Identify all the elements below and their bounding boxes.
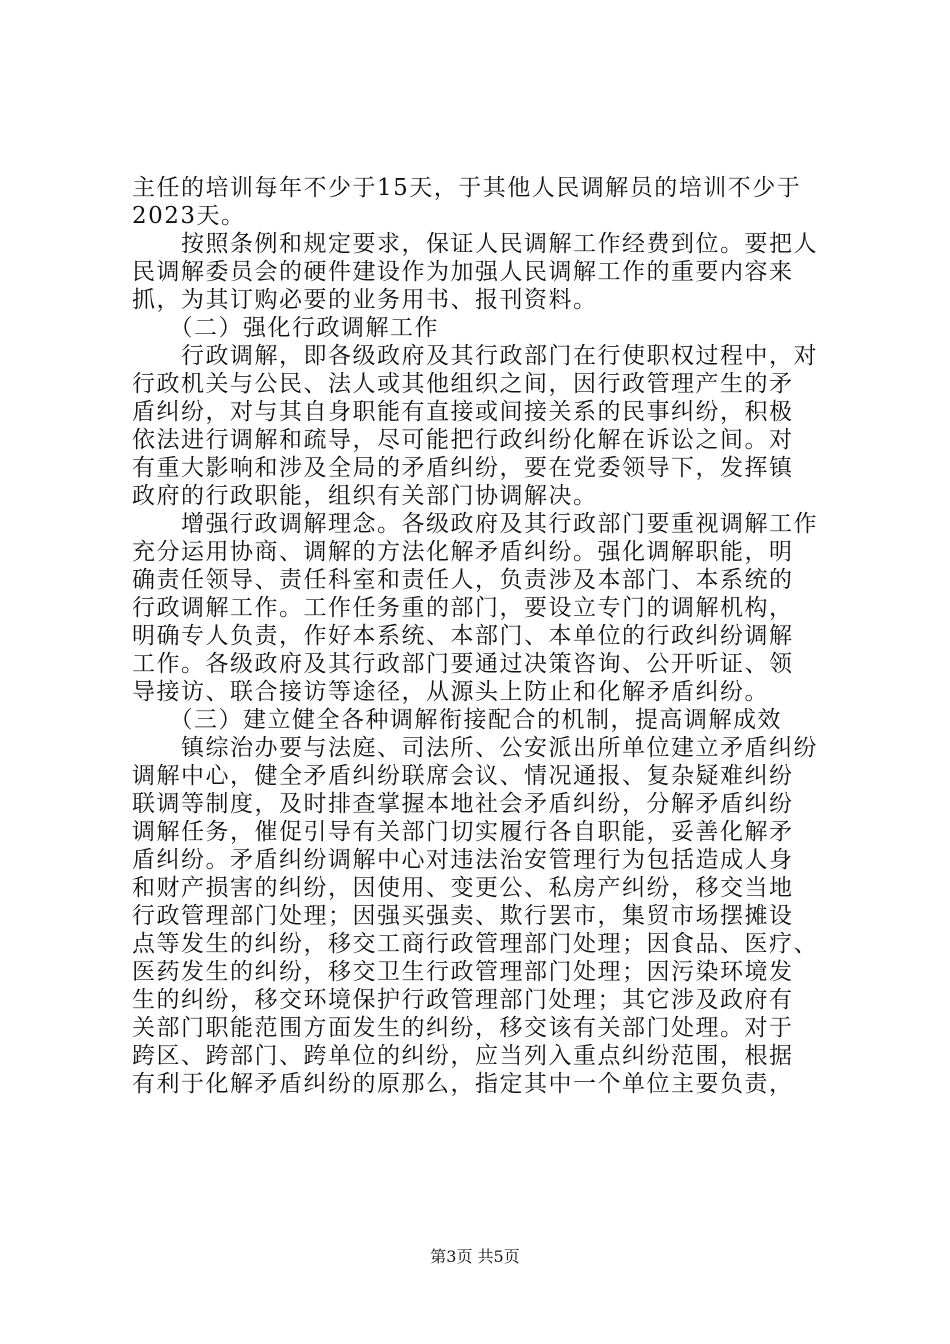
text-line: 充分运用协商、调解的方法化解矛盾纠纷。强化调解职能，明 xyxy=(132,539,794,565)
text-line: 跨区、跨部门、跨单位的纠纷，应当列入重点纠纷范围，根据 xyxy=(132,1043,794,1069)
text-line: 抓，为其订购必要的业务用书、报刊资料。 xyxy=(132,287,598,313)
document-body xyxy=(132,174,832,1098)
text-line: 政府的行政职能，组织有关部门协调解决。 xyxy=(132,483,598,509)
text-line: 导接访、联合接访等途径，从源头上防止和化解矛盾纠纷。 xyxy=(132,679,769,705)
text-line: 镇综治办要与法庭、司法所、公安派出所单位建立矛盾纠纷 xyxy=(132,735,818,761)
text-line: 依法进行调解和疏导，尽可能把行政纠纷化解在诉讼之间。对 xyxy=(132,427,794,453)
text-line: 关部门职能范围方面发生的纠纷，移交该有关部门处理。对于 xyxy=(132,1015,794,1041)
text-line: 盾纠纷，对与其自身职能有直接或间接关系的民事纠纷，积极 xyxy=(132,399,794,425)
text-line: 联调等制度，及时排查掌握本地社会矛盾纠纷，分解矛盾纠纷 xyxy=(132,791,794,817)
text-line: 行政管理部门处理；因强买强卖、欺行罢市，集贸市场摆摊设 xyxy=(132,903,794,929)
text-line: 有利于化解矛盾纠纷的原那么，指定其中一个单位主要负责， xyxy=(132,1071,794,1097)
text-line: （二）强化行政调解工作 xyxy=(132,315,439,341)
text-line: 确责任领导、责任科室和责任人，负责涉及本部门、本系统的 xyxy=(132,567,794,593)
text-line: 和财产损害的纠纷，因使用、变更公、私房产纠纷，移交当地 xyxy=(132,875,794,901)
text-line: 有重大影响和涉及全局的矛盾纠纷，要在党委领导下，发挥镇 xyxy=(132,455,794,481)
page-footer: 第3页 共5页 xyxy=(430,1247,520,1266)
text-line: 行政调解工作。工作任务重的部门，要设立专门的调解机构， xyxy=(132,595,794,621)
text-line: 调解任务，催促引导有关部门切实履行各自职能，妥善化解矛 xyxy=(132,819,794,845)
text-line: （三）建立健全各种调解衔接配合的机制，提高调解成效 xyxy=(132,707,782,733)
text-line: 行政机关与公民、法人或其他组织之间，因行政管理产生的矛 xyxy=(132,371,794,397)
text-line: 按照条例和规定要求，保证人民调解工作经费到位。要把人 xyxy=(132,231,818,257)
text-line: 调解中心，健全矛盾纠纷联席会议、情况通报、复杂疑难纠纷 xyxy=(132,763,794,789)
text-line: 生的纠纷，移交环境保护行政管理部门处理；其它涉及政府有 xyxy=(132,987,794,1013)
text-line: 民调解委员会的硬件建设作为加强人民调解工作的重要内容来 xyxy=(132,259,794,285)
text-line: 行政调解，即各级政府及其行政部门在行使职权过程中，对 xyxy=(132,343,818,369)
text-line: 盾纠纷。矛盾纠纷调解中心对违法治安管理行为包括造成人身 xyxy=(132,847,794,873)
text-line: 点等发生的纠纷，移交工商行政管理部门处理；因食品、医疗、 xyxy=(132,931,818,957)
text-line: 2023天。 xyxy=(132,203,246,229)
text-line: 工作。各级政府及其行政部门要通过决策咨询、公开听证、领 xyxy=(132,651,794,677)
text-line: 医药发生的纠纷，移交卫生行政管理部门处理；因污染环境发 xyxy=(132,959,794,985)
text-line: 主任的培训每年不少于15天，于其他人民调解员的培训不少于 xyxy=(132,175,802,201)
text-line: 明确专人负责，作好本系统、本部门、本单位的行政纠纷调解 xyxy=(132,623,794,649)
text-line: 增强行政调解理念。各级政府及其行政部门要重视调解工作 xyxy=(132,511,818,537)
